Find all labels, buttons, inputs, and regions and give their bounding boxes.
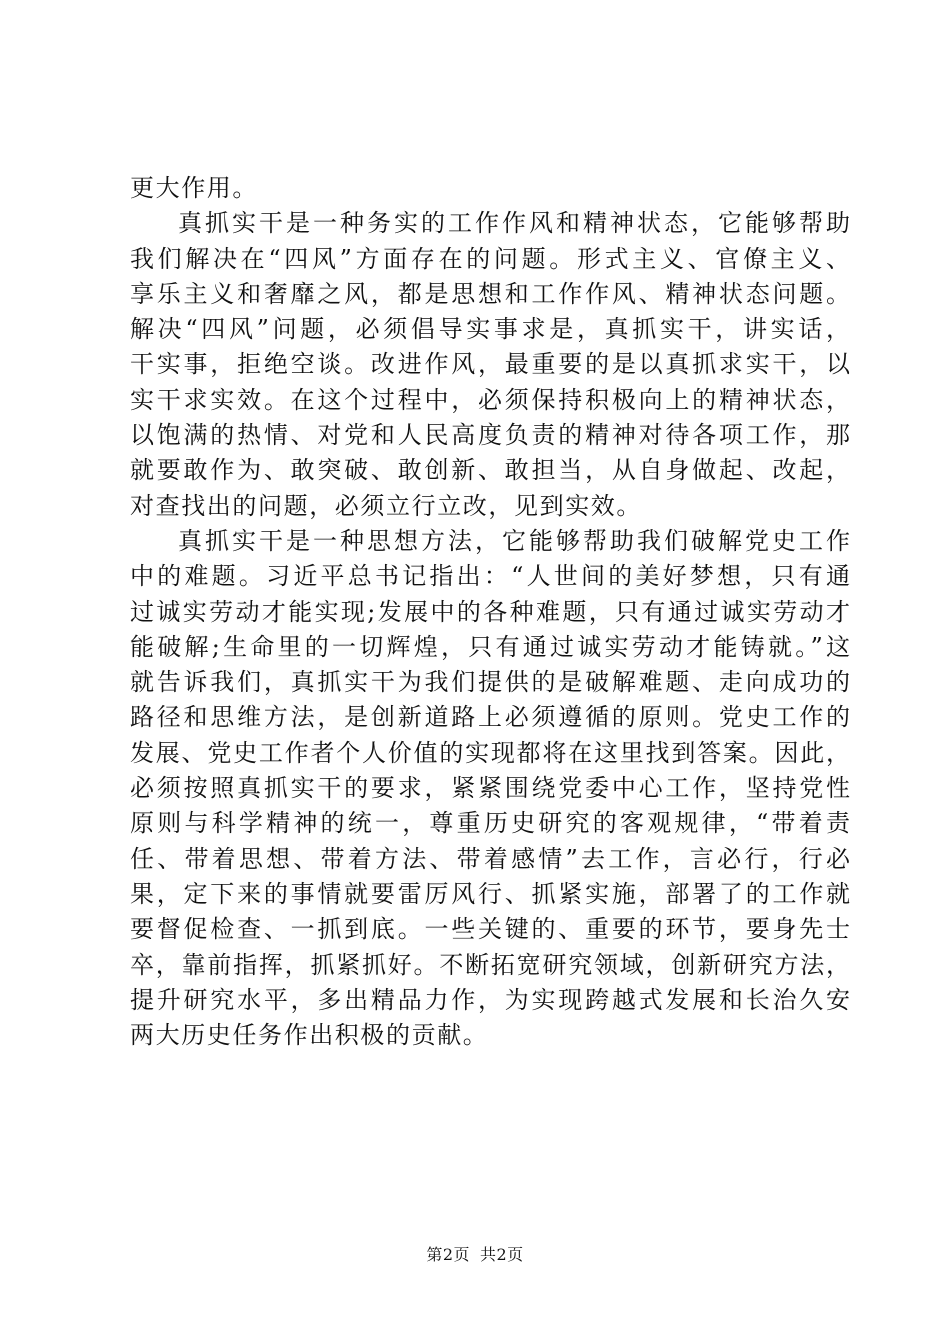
paragraph-end-line: 两大历史任务作出积极的贡献。 xyxy=(130,1021,489,1050)
text-line: 享乐主义和奢靡之风，都是思想和工作作风、精神状态问题。 xyxy=(130,279,850,308)
text-line: 必须按照真抓实干的要求，紧紧围绕党委中心工作，坚持党性 xyxy=(130,774,850,803)
text-line: 能破解;生命里的一切辉煌，只有通过诚实劳动才能铸就。”这 xyxy=(130,632,850,661)
body-text xyxy=(130,171,850,1053)
text-line: 就告诉我们，真抓实干为我们提供的是破解难题、走向成功的 xyxy=(130,668,850,697)
text-line: 原则与科学精神的统一，尊重历史研究的客观规律，“带着责 xyxy=(130,809,850,838)
text-line: 就要敢作为、敢突破、敢创新、敢担当，从自身做起、改起， xyxy=(130,456,850,485)
text-line: 任、带着思想、带着方法、带着感情”去工作，言必行，行必 xyxy=(130,844,850,873)
text-line: 果，定下来的事情就要雷厉风行、抓紧实施，部署了的工作就 xyxy=(130,879,850,908)
text-line: 解决“四风”问题，必须倡导实事求是，真抓实干，讲实话， xyxy=(130,315,850,344)
text-line: 干实事，拒绝空谈。改进作风，最重要的是以真抓求实干，以 xyxy=(130,350,850,379)
text-line: 发展、党史工作者个人价值的实现都将在这里找到答案。因此， xyxy=(130,738,850,767)
paragraph-start-line: 真抓实干是一种务实的工作作风和精神状态，它能够帮助 xyxy=(178,209,850,238)
text-line: 卒，靠前指挥，抓紧抓好。不断拓宽研究领域，创新研究方法， xyxy=(130,950,850,979)
page-total: 共2页 xyxy=(480,1245,524,1264)
text-line: 要督促检查、一抓到底。一些关键的、重要的环节，要身先士 xyxy=(130,915,850,944)
text-line: 路径和思维方法，是创新道路上必须遵循的原则。党史工作的 xyxy=(130,703,850,732)
text-line: 以饱满的热情、对党和人民高度负责的精神对待各项工作，那 xyxy=(130,421,850,450)
text-line: 提升研究水平，多出精品力作，为实现跨越式发展和长治久安 xyxy=(130,985,850,1014)
text-line: 我们解决在“四风”方面存在的问题。形式主义、官僚主义、 xyxy=(130,244,850,273)
text-line: 实干求实效。在这个过程中，必须保持积极向上的精神状态， xyxy=(130,385,850,414)
page-footer xyxy=(0,1243,950,1267)
text-line: 过诚实劳动才能实现;发展中的各种难题，只有通过诚实劳动才 xyxy=(130,597,850,626)
page-number: 第2页 xyxy=(426,1245,470,1264)
text-line: 更大作用。 xyxy=(130,174,258,202)
paragraph-start-line: 真抓实干是一种思想方法，它能够帮助我们破解党史工作 xyxy=(178,526,850,555)
text-line: 中的难题。习近平总书记指出：“人世间的美好梦想，只有通 xyxy=(130,562,850,591)
paragraph-end-line: 对查找出的问题，必须立行立改，见到实效。 xyxy=(130,491,642,520)
